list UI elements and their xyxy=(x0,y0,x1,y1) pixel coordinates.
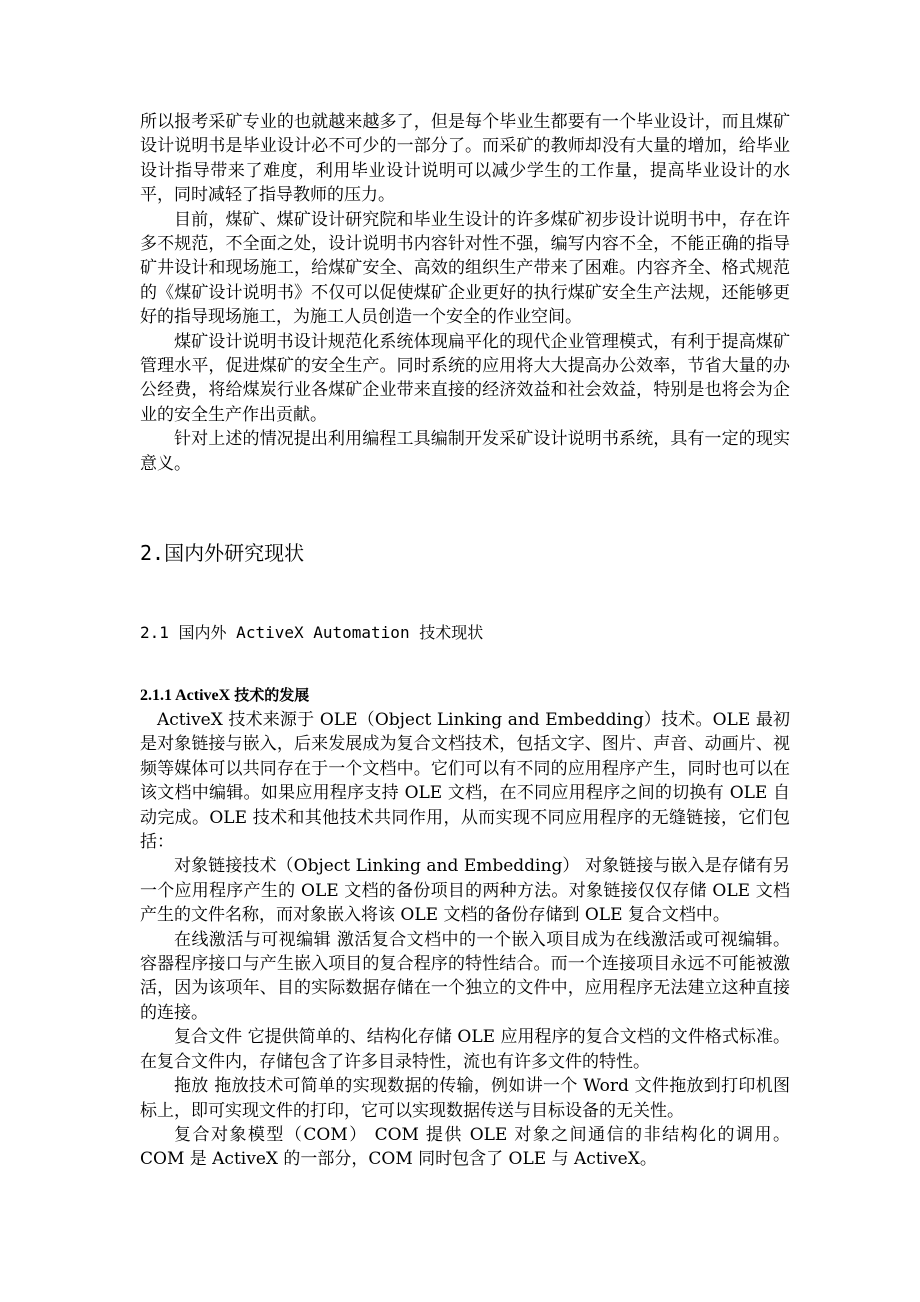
section-2-1-1-heading xyxy=(140,684,309,707)
intro-section xyxy=(140,110,790,476)
compound-file-paragraph: 复合文件 它提供简单的、结构化存储 OLE 应用程序的复合文档的文件格式标准。在复合文件内，存储包含了许多目录特性，流也有许多文件的特性。 xyxy=(140,1027,790,1072)
ole-linking-paragraph: 对象链接技术（Object Linking and Embedding） 对象链接与嵌入是存储有另一个应用程序产生的 OLE 文档的备份项目的两种方法。对象链接仅仅存储 OLE 文档产生的文件名称，而对象嵌入将该 OLE 文档的备份存储到 OLE 复合文档中。 xyxy=(140,856,790,926)
intro-paragraph-1: 所以报考采矿专业的也就越来越多了，但是每个毕业生都要有一个毕业设计，而且煤矿设计说明书是毕业设计必不可少的一部分了。而采矿的教师却没有大量的增加，给毕业设计指导带来了难度，利用毕业设计说明可以减少学生的工作量，提高毕业设计的水平，同时减轻了指导教师的压力。 xyxy=(140,112,790,206)
activex-paragraph: ActiveX 技术来源于 OLE（Object Linking and Embedding）技术。OLE 最初是对象链接与嵌入，后来发展成为复合文档技术，包括文字、图片、声音、动画片、视频等媒体可以共同存在于一个文档中。它们可以有不同的应用程序产生，同时也可以在该文档中编辑。如果应用程序支持 OLE 文档，在不同应用程序之间的切换有 OLE 自动完成。OLE 技术和其他技术共同作用，从而实现不同应用程序的无缝链接，它们包括： xyxy=(140,710,790,853)
section-2-1-1-number: 2.1.1 ActiveX xyxy=(140,687,231,704)
drag-drop-paragraph: 拖放 拖放技术可简单的实现数据的传输，例如讲一个 Word 文件拖放到打印机图标上，即可实现文件的打印，它可以实现数据传送与目标设备的无关性。 xyxy=(140,1076,790,1121)
section-2-heading: 2.国内外研究现状 xyxy=(140,541,305,565)
intro-paragraph-3: 煤矿设计说明书设计规范化系统体现扁平化的现代企业管理模式，有利于提高煤矿管理水平，促进煤矿的安全生产。同时系统的应用将大大提高办公效率，节省大量的办公经费，将给煤炭行业各煤矿企业带来直接的经济效益和社会效益，特别是也将会为企业的安全生产作出贡献。 xyxy=(140,331,790,425)
inplace-activation-paragraph: 在线激活与可视编辑 激活复合文档中的一个嵌入项目成为在线激活或可视编辑。容器程序接口与产生嵌入项目的复合程序的特性结合。而一个连接项目永远不可能被激活，因为该项年、目的实际数据存储在一个独立的文件中，应用程序无法建立这种直接的连接。 xyxy=(140,929,790,1023)
section-2-1-1-body xyxy=(140,708,790,1172)
section-2-1-number: 2.1 xyxy=(140,623,169,642)
intro-paragraph-4: 针对上述的情况提出利用编程工具编制开发采矿设计说明书系统，具有一定的现实意义。 xyxy=(140,429,790,474)
section-2-1-1-title: 技术的发展 xyxy=(234,686,310,704)
section-2-1-title: 国内外 ActiveX Automation 技术现状 xyxy=(178,623,484,642)
com-paragraph: 复合对象模型（COM） COM 提供 OLE 对象之间通信的非结构化的调用。COM 是 ActiveX 的一部分，COM 同时包含了 OLE 与 ActiveX。 xyxy=(140,1124,790,1170)
intro-paragraph-2: 目前，煤矿、煤矿设计研究院和毕业生设计的许多煤矿初步设计说明书中，存在许多不规范，不全面之处，设计说明书内容针对性不强，编写内容不全，不能正确的指导矿井设计和现场施工，给煤矿安全、高效的组织生产带来了困难。内容齐全、格式规范的《煤矿设计说明书》不仅可以促使煤矿企业更好的执行煤矿安全生产法规，还能够更好的指导现场施工，为施工人员创造一个安全的作业空间。 xyxy=(140,209,790,328)
section-2-1-heading xyxy=(140,622,483,644)
